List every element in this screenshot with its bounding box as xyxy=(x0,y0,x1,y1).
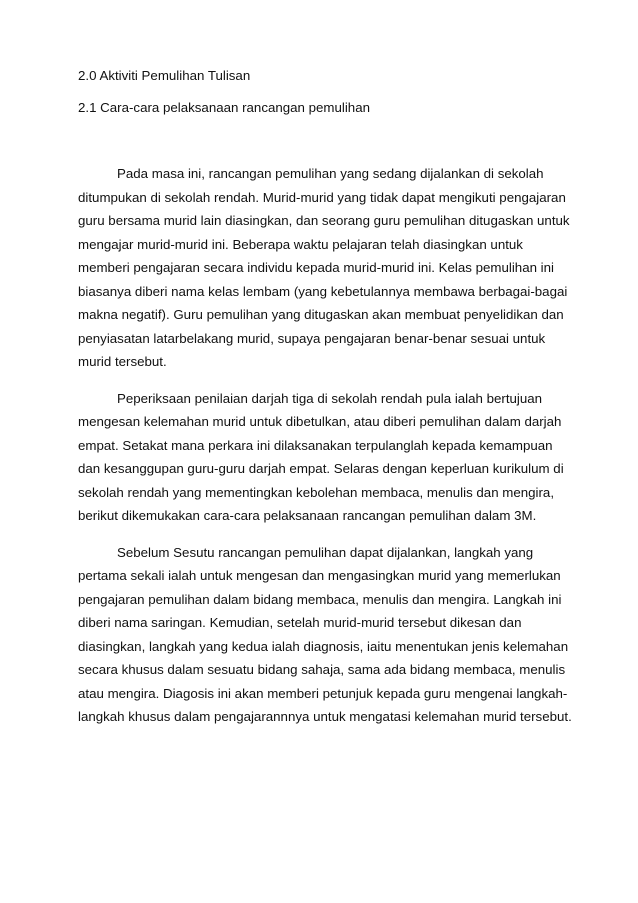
paragraph-line: Sebelum Sesutu rancangan pemulihan dapat dijalankan, langkah yang xyxy=(117,544,534,560)
paragraph-line: memberi pengajaran secara individu kepada murid-murid ini. Kelas pemulihan ini xyxy=(78,260,554,275)
paragraph-line: sekolah rendah yang mementingkan kebolehan membaca, menulis dan mengira, xyxy=(78,484,555,500)
document-page xyxy=(78,66,572,742)
paragraph-line: guru bersama murid lain diasingkan, dan seorang guru pemulihan ditugaskan untuk xyxy=(78,213,570,228)
paragraph-line: langkah khusus dalam pengajarannnya untuk mengatasi kelemahan murid tersebut. xyxy=(78,709,572,724)
paragraph-line: berikut dikemukakan cara-cara pelaksanaan rancangan pemulihan dalam 3M. xyxy=(78,508,537,523)
paragraph-line: diasingkan, langkah yang kedua ialah diagnosis, iaitu menentukan jenis kelemahan xyxy=(78,638,569,654)
paragraph-line: dan kesanggupan guru-guru darjah empat. Selaras dengan keperluan kurikulum di xyxy=(78,461,564,476)
paragraph-line: ditumpukan di sekolah rendah. Murid-murid yang tidak dapat mengikuti pengajaran xyxy=(78,189,566,205)
paragraph-line: secara khusus dalam sesuatu bidang sahaja, sama ada bidang membaca, menulis xyxy=(78,662,566,677)
paragraph-line: empat. Setakat mana perkara ini dilaksanakan terpulanglah kepada kemampuan xyxy=(78,437,553,453)
paragraph-line: makna negatif). Guru pemulihan yang ditugaskan akan membuat penyelidikan dan xyxy=(78,307,564,322)
paragraph-line: pengajaran pemulihan dalam bidang membaca, menulis dan mengira. Langkah ini xyxy=(78,591,562,607)
paragraph-line: pertama sekali ialah untuk mengesan dan mengasingkan murid yang memerlukan xyxy=(78,568,561,583)
subsection-heading: 2.1 Cara-cara pelaksanaan rancangan pemulihan xyxy=(78,100,370,115)
paragraph-2 xyxy=(78,387,566,528)
paragraph-line: Peperiksaan penilaian darjah tiga di sekolah rendah pula ialah bertujuan xyxy=(117,390,543,406)
paragraph-line: mengesan kelemahan murid untuk dibetulkan, atau diberi pemulihan dalam darjah xyxy=(78,414,562,429)
paragraph-line: penyiasatan latarbelakang murid, supaya pengajaran benar-benar sesuai untuk xyxy=(78,330,546,346)
paragraph-3 xyxy=(78,541,572,729)
paragraph-1 xyxy=(78,162,570,374)
paragraph-line: mengajar murid-murid ini. Beberapa waktu pelajaran telah diasingkan untuk xyxy=(78,236,523,252)
paragraph-line: atau mengira. Diagosis ini akan memberi petunjuk kepada guru mengenai langkah- xyxy=(78,685,568,701)
paragraph-line: murid tersebut. xyxy=(78,354,167,369)
paragraph-line: diberi nama saringan. Kemudian, setelah murid-murid tersebut dikesan dan xyxy=(78,615,522,630)
section-heading: 2.0 Aktiviti Pemulihan Tulisan xyxy=(78,68,251,83)
paragraph-line: biasanya diberi nama kelas lembam (yang kebetulannya membawa berbagai-bagai xyxy=(78,283,568,299)
paragraph-line: Pada masa ini, rancangan pemulihan yang sedang dijalankan di sekolah xyxy=(117,166,544,181)
